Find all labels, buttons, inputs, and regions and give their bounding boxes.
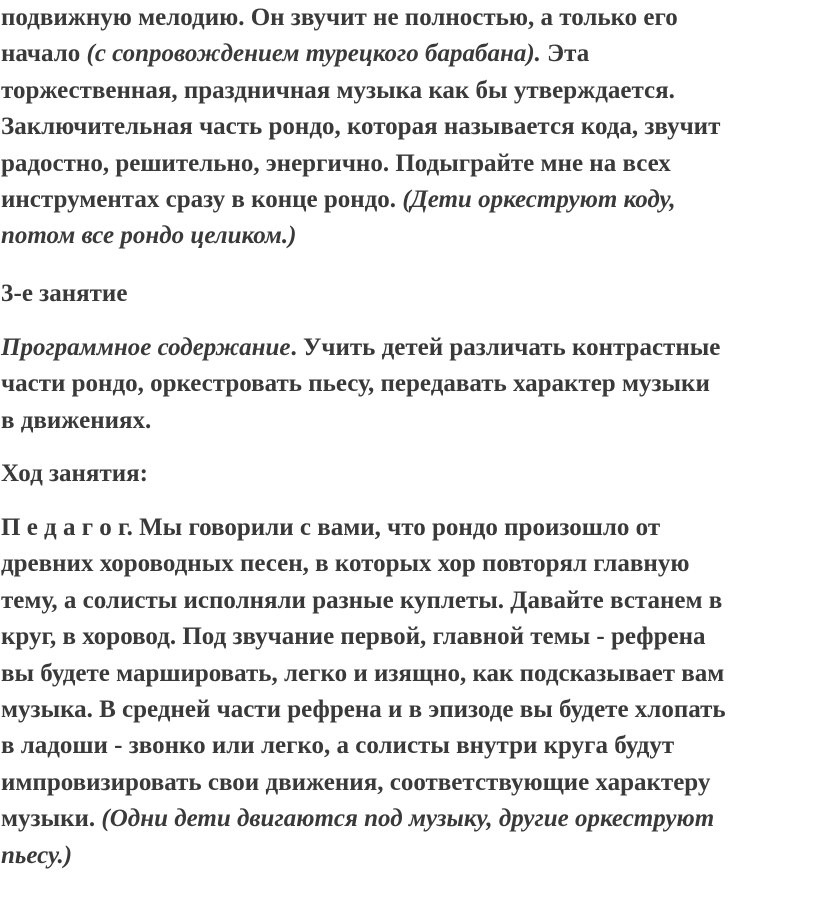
course-heading — [0, 456, 811, 492]
text-run: части рондо, оркестровать пьесу, передавать характер музыки — [1, 370, 710, 398]
text-line — [1, 583, 816, 619]
italic-remark: пьесу.) — [1, 841, 73, 869]
text-run: древних хороводных песен, в которых хор повторял главную — [1, 550, 690, 578]
text-run: в движениях. — [1, 406, 152, 434]
text-line — [1, 403, 811, 439]
text-run: начало — [1, 40, 87, 68]
text-line — [1, 109, 811, 145]
text-run: торжественная, праздничная музыка как бы утверждается. — [1, 76, 675, 104]
paragraph-program-content — [0, 330, 811, 439]
text-line — [1, 182, 811, 218]
italic-remark: (Дети оркеструют коду, — [402, 186, 676, 214]
text-line — [1, 765, 816, 801]
paragraph-rondo-description — [0, 0, 811, 255]
text-run: в ладоши - звонко или легко, а солисты внутри круга будут — [1, 732, 675, 760]
text-line — [1, 510, 816, 546]
text-line — [1, 728, 816, 764]
text-run: Мы говорили с вами, что рондо произошло от — [132, 514, 661, 541]
text-line — [1, 801, 816, 837]
text-line — [1, 838, 816, 874]
italic-term: Программное содержание — [1, 334, 291, 361]
text-line — [1, 36, 811, 72]
text-line — [1, 692, 816, 728]
text-line — [1, 73, 811, 109]
text-run: инструментах сразу в конце рондо. — [1, 186, 403, 214]
text-run: подвижную мелодию. Он звучит не полностью, а только его — [1, 4, 678, 31]
text-line — [1, 146, 811, 182]
text-run: . Учить детей различать контрастные — [290, 334, 721, 361]
text-run: музыка. В средней части рефрена и в эпизоде вы будете хлопать — [1, 696, 726, 724]
text-line — [1, 546, 816, 582]
text-run: музыки. — [1, 805, 102, 833]
text-line — [1, 0, 811, 36]
text-run: вы будете маршировать, легко и изящно, как подсказывает вам — [1, 659, 725, 687]
text-run: импровизировать свои движения, соответствующие характеру — [1, 768, 711, 796]
italic-remark: потом все рондо целиком.) — [1, 222, 297, 250]
text-run: круг, в хоровод. Под звучание первой, главной темы - рефрена — [1, 623, 706, 651]
italic-remark: (Одни дети двигаются под музыку, другие оркеструют — [101, 805, 715, 833]
text-line — [1, 366, 811, 402]
text-run: Эта — [540, 40, 590, 68]
paragraph-teacher-speech — [0, 510, 816, 874]
heading-text: Ход занятия: — [1, 460, 148, 487]
text-line — [1, 656, 816, 692]
lesson-heading — [0, 276, 811, 312]
speaker-label: П е д а г о г. — [1, 514, 133, 541]
italic-remark: (с сопровождением турецкого барабана). — [86, 40, 541, 68]
text-run: радостно, решительно, энергично. Подыграйте мне на всех — [1, 149, 671, 177]
text-run: тему, а солисты исполняли разные куплеты. Давайте встанем в — [1, 586, 723, 614]
text-line — [1, 330, 811, 366]
text-line — [1, 218, 811, 254]
text-line — [1, 619, 816, 655]
heading-text: 3-е занятие — [1, 280, 128, 307]
text-run: Заключительная часть рондо, которая называется кода, звучит — [1, 113, 721, 141]
